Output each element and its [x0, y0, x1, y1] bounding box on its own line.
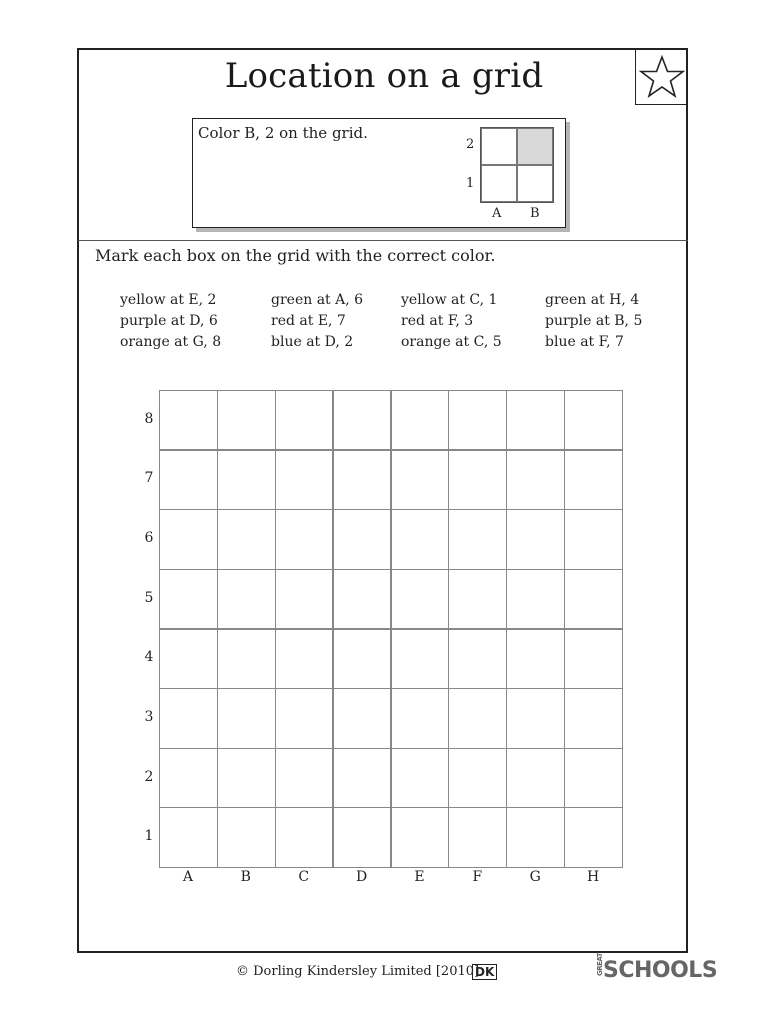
- grid-cell-h2[interactable]: [564, 748, 623, 808]
- grid-row-label: 6: [144, 530, 154, 547]
- grid-cell-a6[interactable]: [159, 509, 218, 569]
- grid-cell-a8[interactable]: [159, 390, 218, 450]
- grid-cell-b6[interactable]: [217, 509, 276, 569]
- task-column: [401, 290, 502, 353]
- example-cell-b2: [517, 128, 553, 165]
- example-instruction: Color B, 2 on the grid.: [198, 124, 368, 142]
- task-item: purple at D, 6: [120, 313, 218, 329]
- grid-cell-e6[interactable]: [391, 509, 450, 569]
- grid-cell-g3[interactable]: [506, 688, 565, 748]
- grid-cell-d4[interactable]: [333, 629, 392, 689]
- grid-cell-e1[interactable]: [391, 807, 450, 867]
- grid-cell-e4[interactable]: [391, 629, 450, 689]
- grid-row-label: 7: [144, 470, 154, 487]
- grid-row-label: 5: [144, 589, 154, 606]
- grid-cell-g7[interactable]: [506, 450, 565, 510]
- task-column: [545, 290, 642, 353]
- example-cell-a2: [481, 128, 517, 165]
- grid-cell-e3[interactable]: [391, 688, 450, 748]
- grid-cell-h5[interactable]: [564, 569, 623, 629]
- task-item: blue at D, 2: [271, 334, 354, 350]
- grid-cell-h4[interactable]: [564, 629, 623, 689]
- grid-col-label: G: [529, 869, 541, 885]
- grid-cell-h6[interactable]: [564, 509, 623, 569]
- grid-cell-f5[interactable]: [448, 569, 507, 629]
- example-col-label: B: [530, 206, 540, 221]
- grid-col-label: C: [298, 869, 310, 885]
- grid-cell-b1[interactable]: [217, 807, 276, 867]
- grid-cell-e7[interactable]: [391, 450, 450, 510]
- grid-row-label: 2: [144, 768, 154, 785]
- grid-cell-c5[interactable]: [275, 569, 334, 629]
- grid-cell-a2[interactable]: [159, 748, 218, 808]
- grid-cell-h8[interactable]: [564, 390, 623, 450]
- grid-row-label: 1: [144, 828, 154, 845]
- logo-prefix: GREAT: [596, 952, 604, 976]
- grid-cell-b8[interactable]: [217, 390, 276, 450]
- grid-cell-b3[interactable]: [217, 688, 276, 748]
- star-icon: [639, 53, 685, 101]
- example-row-label: 1: [466, 176, 475, 191]
- task-item: yellow at C, 1: [401, 292, 498, 308]
- task-item: purple at B, 5: [545, 313, 643, 329]
- grid-cell-c7[interactable]: [275, 450, 334, 510]
- example-col-label: A: [492, 206, 502, 221]
- grid-cell-a3[interactable]: [159, 688, 218, 748]
- grid-cell-b7[interactable]: [217, 450, 276, 510]
- grid-col-label: F: [472, 869, 483, 885]
- grid-cell-d2[interactable]: [333, 748, 392, 808]
- task-item: green at A, 6: [271, 292, 364, 308]
- grid-cell-e5[interactable]: [391, 569, 450, 629]
- task-item: red at E, 7: [271, 313, 346, 329]
- grid-cell-a1[interactable]: [159, 807, 218, 867]
- greatschools-logo: [593, 952, 718, 983]
- grid-cell-f2[interactable]: [448, 748, 507, 808]
- grid-cell-d5[interactable]: [333, 569, 392, 629]
- grid-cell-b5[interactable]: [217, 569, 276, 629]
- example-cell-a1: [481, 165, 517, 202]
- grid-cell-g6[interactable]: [506, 509, 565, 569]
- grid-cell-c3[interactable]: [275, 688, 334, 748]
- grid-cell-a4[interactable]: [159, 629, 218, 689]
- grid-cell-h3[interactable]: [564, 688, 623, 748]
- grid-cell-g1[interactable]: [506, 807, 565, 867]
- task-column: [271, 290, 363, 353]
- page-title: Location on a grid: [224, 56, 544, 96]
- grid-cell-d7[interactable]: [333, 450, 392, 510]
- grid-cell-d3[interactable]: [333, 688, 392, 748]
- grid-cell-f1[interactable]: [448, 807, 507, 867]
- grid-cell-c6[interactable]: [275, 509, 334, 569]
- star-badge: [635, 50, 688, 105]
- grid-col-label: E: [414, 869, 425, 885]
- grid-cell-h7[interactable]: [564, 450, 623, 510]
- grid-col-label: A: [182, 869, 193, 885]
- example-cell-b1: [517, 165, 553, 202]
- task-item: green at H, 4: [545, 292, 640, 308]
- grid-cell-f4[interactable]: [448, 629, 507, 689]
- grid-cell-h1[interactable]: [564, 807, 623, 867]
- grid-cell-c2[interactable]: [275, 748, 334, 808]
- grid-row-label: 3: [144, 708, 154, 725]
- grid-cell-d8[interactable]: [333, 390, 392, 450]
- grid-cell-d1[interactable]: [333, 807, 392, 867]
- grid-col-label: D: [355, 869, 368, 885]
- grid-col-label: H: [586, 869, 600, 885]
- section-divider: [78, 240, 688, 241]
- task-item: orange at C, 5: [401, 334, 502, 350]
- grid-cell-f3[interactable]: [448, 688, 507, 748]
- copyright-notice: © Dorling Kindersley Limited [2010]: [236, 964, 480, 979]
- task-column: [120, 290, 221, 353]
- grid-cell-f8[interactable]: [448, 390, 507, 450]
- grid-cell-a7[interactable]: [159, 450, 218, 510]
- grid-cell-b4[interactable]: [217, 629, 276, 689]
- example-row-label: 2: [466, 137, 475, 152]
- task-item: blue at F, 7: [545, 334, 624, 350]
- grid-cell-g8[interactable]: [506, 390, 565, 450]
- example-grid: [480, 127, 554, 203]
- task-item: red at F, 3: [401, 313, 474, 329]
- grid-cell-e2[interactable]: [391, 748, 450, 808]
- grid-cell-g2[interactable]: [506, 748, 565, 808]
- grid-cell-d6[interactable]: [333, 509, 392, 569]
- task-item: orange at G, 8: [120, 334, 222, 350]
- grid-cell-f6[interactable]: [448, 509, 507, 569]
- grid-cell-g4[interactable]: [506, 629, 565, 689]
- grid-cell-b2[interactable]: [217, 748, 276, 808]
- grid-cell-c1[interactable]: [275, 807, 334, 867]
- grid-cell-g5[interactable]: [506, 569, 565, 629]
- grid-cell-f7[interactable]: [448, 450, 507, 510]
- grid-cell-c4[interactable]: [275, 629, 334, 689]
- grid-cell-e8[interactable]: [391, 390, 450, 450]
- grid-cell-c8[interactable]: [275, 390, 334, 450]
- grid-row-label: 4: [144, 649, 154, 666]
- grid-row-label: 8: [144, 410, 154, 427]
- coloring-grid: [159, 390, 622, 867]
- dk-logo: DK: [472, 964, 497, 980]
- grid-col-label: B: [240, 869, 251, 885]
- logo-text: SCHOOLS: [603, 958, 718, 983]
- instructions-text: Mark each box on the grid with the correct color.: [95, 246, 496, 265]
- grid-cell-a5[interactable]: [159, 569, 218, 629]
- task-item: yellow at E, 2: [120, 292, 217, 308]
